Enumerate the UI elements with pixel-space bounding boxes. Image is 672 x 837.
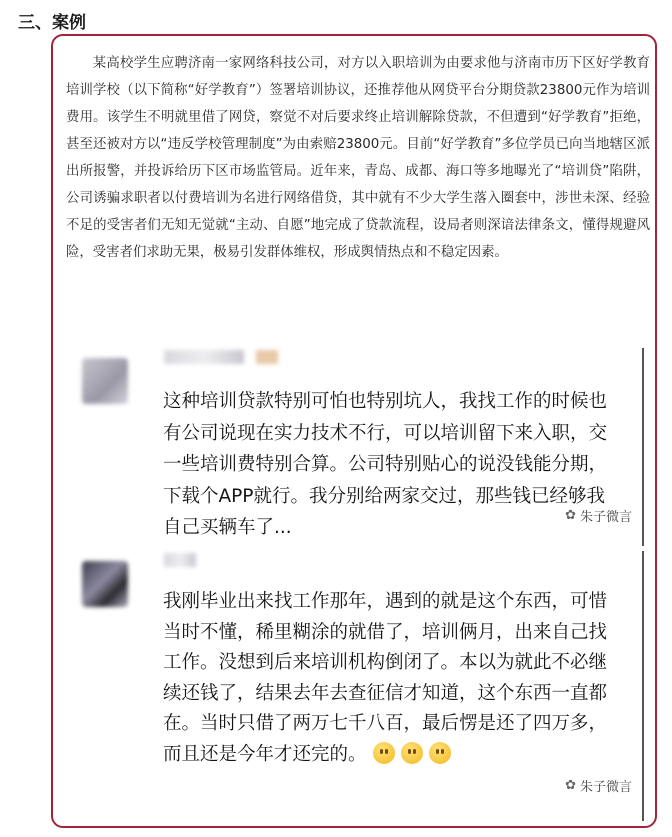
comment-card-2 bbox=[66, 551, 644, 821]
watermark-text: 朱子微言 bbox=[579, 510, 632, 525]
avatar bbox=[82, 358, 128, 404]
username-blurred bbox=[164, 553, 196, 567]
watermark-text: 朱子微言 bbox=[579, 780, 632, 795]
wechat-icon: ✿ bbox=[565, 508, 576, 523]
username-tag-blurred bbox=[256, 350, 278, 364]
section-heading: 三、案例 bbox=[18, 13, 86, 33]
comment-text-body: 我刚毕业出来找工作那年，遇到的就是这个东西，可惜当时不懂，稀里糊涂的就借了，培训俩月，出来自己找工作。没想到后来培训机构倒闭了。本以为就此不必继续还钱了，结果去年去查征信才知道，这个东西一直都在。当时只借了两万七千八百，最后愣是还了四万多，而且还是今年才还完的。 bbox=[163, 591, 608, 765]
case-paragraph: 某高校学生应聘济南一家网络科技公司，对方以入职培训为由要求他与济南市历下区好学教育培训学校（以下简称“好学教育”）签署培训协议，还推荐他从网贷平台分期贷款23800元作为培训费用。该学生不明就里借了网贷，察觉不对后要求终止培训解除贷款，不但遭到“好学教育”拒绝，甚至还被对方以“违反学校管理制度”为由索赔23800元。目前“好学教育”多位学员已向当地辖区派出所报警，并投诉给历下区市场监管局。近年来，青岛、成都、海口等多地曝光了“培训贷”陷阱，公司诱骗求职者以付费培训为名进行网络借贷，其中就有不少大学生落入圈套中，涉世未深、经验不足的受害者们无知无觉就“主动、自愿”地完成了贷款流程，设局者则深谙法律条文，懂得规避风险，受害者们求助无果，极易引发群体维权，形成舆情热点和不稳定因素。 bbox=[66, 56, 650, 260]
smile-emoji-icon bbox=[429, 742, 451, 764]
comment-text: 这种培训贷款特别可怕也特别坑人，我找工作的时候也有公司说现在实力技术不行，可以培训留下来入职，交一些培训费特别合算。公司特别贴心的说没钱能分期，下载个APP就行。我分别给两家交过，那些钱已经够我自己买辆车了... bbox=[163, 391, 608, 538]
watermark bbox=[565, 776, 632, 795]
comment-card-1 bbox=[66, 348, 644, 546]
comment-border-line bbox=[642, 551, 644, 821]
comment-text bbox=[163, 587, 623, 770]
comment-border-line bbox=[642, 348, 644, 546]
avatar bbox=[82, 561, 128, 607]
smile-emoji-icon bbox=[401, 742, 423, 764]
username-blurred bbox=[164, 350, 244, 364]
watermark bbox=[565, 506, 632, 525]
smile-emoji-icon bbox=[373, 742, 395, 764]
wechat-icon: ✿ bbox=[565, 778, 576, 793]
